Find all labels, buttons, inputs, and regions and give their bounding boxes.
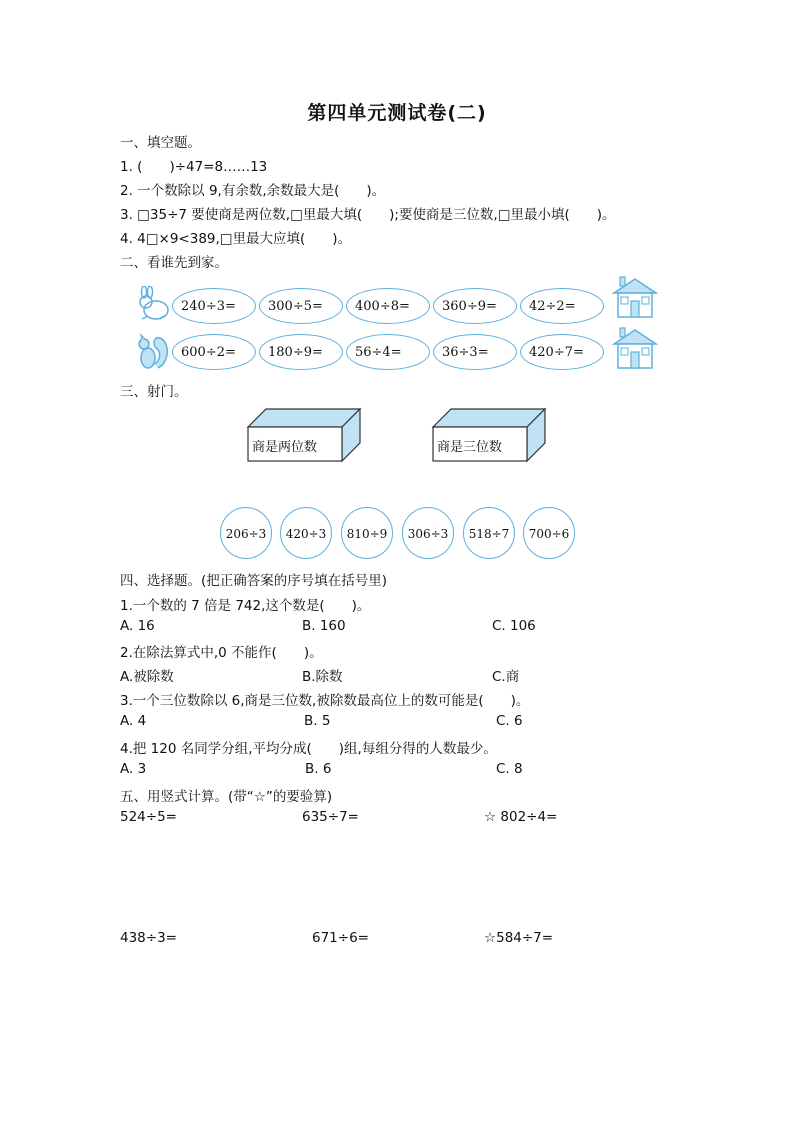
option: B.除数: [302, 669, 343, 685]
option: C. 6: [496, 713, 523, 729]
option: A. 4: [120, 713, 147, 729]
problem-oval: 420÷7=: [520, 334, 604, 370]
option: C. 8: [496, 761, 523, 777]
section4-q4: 4.把 120 名同学分组,平均分成( )组,每组分得的人数最少。: [120, 741, 497, 757]
option: C. 106: [492, 618, 536, 634]
option: A.被除数: [120, 669, 174, 685]
section5-heading: 五、用竖式计算。(带“☆”的要验算): [120, 789, 333, 805]
calc-problem: ☆ 802÷4=: [484, 809, 558, 825]
problem-oval: 300÷5=: [259, 288, 343, 324]
problem-oval: 36÷3=: [433, 334, 517, 370]
problem-oval: 240÷3=: [172, 288, 256, 324]
section1-q2: 2. 一个数除以 9,有余数,余数最大是( )。: [120, 183, 386, 199]
option: B. 5: [304, 713, 331, 729]
ball-circle: 420÷3: [280, 507, 332, 559]
option: C.商: [492, 669, 520, 685]
problem-oval: 400÷8=: [346, 288, 430, 324]
house-icon: [612, 326, 658, 370]
section2-heading: 二、看谁先到家。: [120, 255, 228, 271]
calc-problem: 635÷7=: [302, 809, 359, 825]
calc-problem: 524÷5=: [120, 809, 177, 825]
option: B. 160: [302, 618, 346, 634]
section1-q1: 1. ( )÷47=8……13: [120, 159, 268, 175]
calc-problem: ☆584÷7=: [484, 930, 554, 946]
section4-q3: 3.一个三位数除以 6,商是三位数,被除数最高位上的数可能是( )。: [120, 693, 530, 709]
problem-oval: 600÷2=: [172, 334, 256, 370]
calc-problem: 671÷6=: [312, 930, 369, 946]
house-icon: [612, 275, 658, 319]
goal-label: 商是两位数: [252, 440, 318, 455]
option: B. 6: [305, 761, 332, 777]
ball-circle: 518÷7: [463, 507, 515, 559]
section1-q4: 4. 4□×9<389,□里最大应填( )。: [120, 231, 352, 247]
section4-q1: 1.一个数的 7 倍是 742,这个数是( )。: [120, 598, 371, 614]
problem-oval: 180÷9=: [259, 334, 343, 370]
section1-heading: 一、填空题。: [120, 135, 201, 151]
goal-label: 商是三位数: [437, 440, 503, 455]
squirrel-icon: [134, 332, 170, 372]
section4-heading: 四、选择题。(把正确答案的序号填在括号里): [120, 573, 388, 589]
ball-circle: 700÷6: [523, 507, 575, 559]
problem-oval: 360÷9=: [433, 288, 517, 324]
ball-circle: 306÷3: [402, 507, 454, 559]
section1-q3: 3. □35÷7 要使商是两位数,□里最大填( );要使商是三位数,□里最小填( )。: [120, 207, 616, 223]
calc-problem: 438÷3=: [120, 930, 177, 946]
section4-q2: 2.在除法算式中,0 不能作( )。: [120, 645, 323, 661]
ball-circle: 810÷9: [341, 507, 393, 559]
ball-circle: 206÷3: [220, 507, 272, 559]
problem-oval: 42÷2=: [520, 288, 604, 324]
option: A. 16: [120, 618, 155, 634]
option: A. 3: [120, 761, 147, 777]
page-title: 第四单元测试卷(二): [307, 102, 487, 124]
rabbit-icon: [134, 286, 172, 324]
section3-heading: 三、射门。: [120, 384, 188, 400]
problem-oval: 56÷4=: [346, 334, 430, 370]
